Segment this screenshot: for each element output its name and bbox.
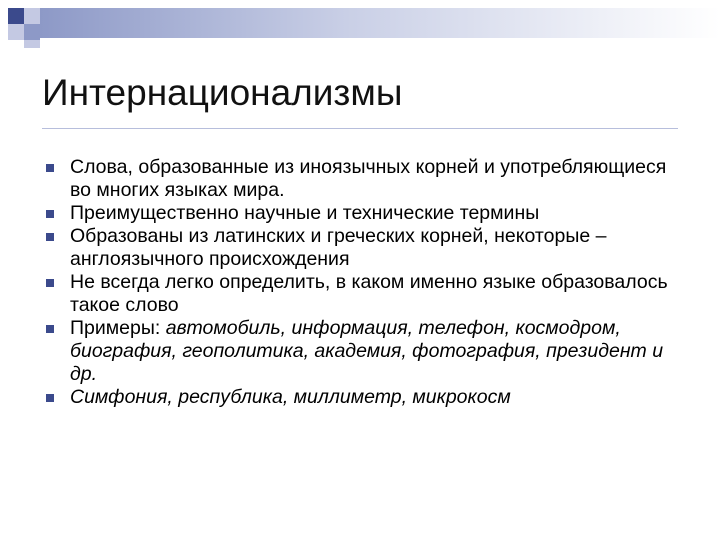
square-bullet-icon xyxy=(46,279,54,287)
square-bullet-icon xyxy=(46,164,54,172)
bullet-text: Не всегда легко определить, в каком именно языке образовалось такое слово xyxy=(70,271,668,316)
bullet-text: Преимущественно научные и технические термины xyxy=(70,202,540,224)
bullet-text: Слова, образованные из иноязычных корней и употребляющиеся во многих языках мира. xyxy=(70,156,667,201)
list-item xyxy=(44,225,684,271)
bullet-list xyxy=(44,156,684,409)
decor-square xyxy=(24,8,40,24)
list-item xyxy=(44,156,684,202)
decor-square xyxy=(24,40,40,48)
list-item xyxy=(44,386,684,409)
list-item xyxy=(44,317,684,386)
bullet-italic-text: Симфония, республика, миллиметр, микрокосм xyxy=(70,386,511,408)
decor-square xyxy=(8,8,24,24)
square-bullet-icon xyxy=(46,394,54,402)
square-bullet-icon xyxy=(46,210,54,218)
square-bullet-icon xyxy=(46,325,54,333)
header-gradient-bar xyxy=(40,8,720,38)
list-item xyxy=(44,271,684,317)
square-bullet-icon xyxy=(46,233,54,241)
bullet-text: Образованы из латинских и греческих корней, некоторые – англоязычного происхождения xyxy=(70,225,607,270)
bullet-text: Примеры: xyxy=(70,317,166,339)
bullet-italic-text: автомобиль, информация, телефон, космодром, биография, геополитика, академия, фотография, президент и др. xyxy=(70,317,664,385)
list-item xyxy=(44,202,684,225)
title-divider xyxy=(42,128,678,129)
decor-square xyxy=(8,24,24,40)
decor-square xyxy=(24,24,40,40)
slide-title: Интернационализмы xyxy=(42,72,403,113)
